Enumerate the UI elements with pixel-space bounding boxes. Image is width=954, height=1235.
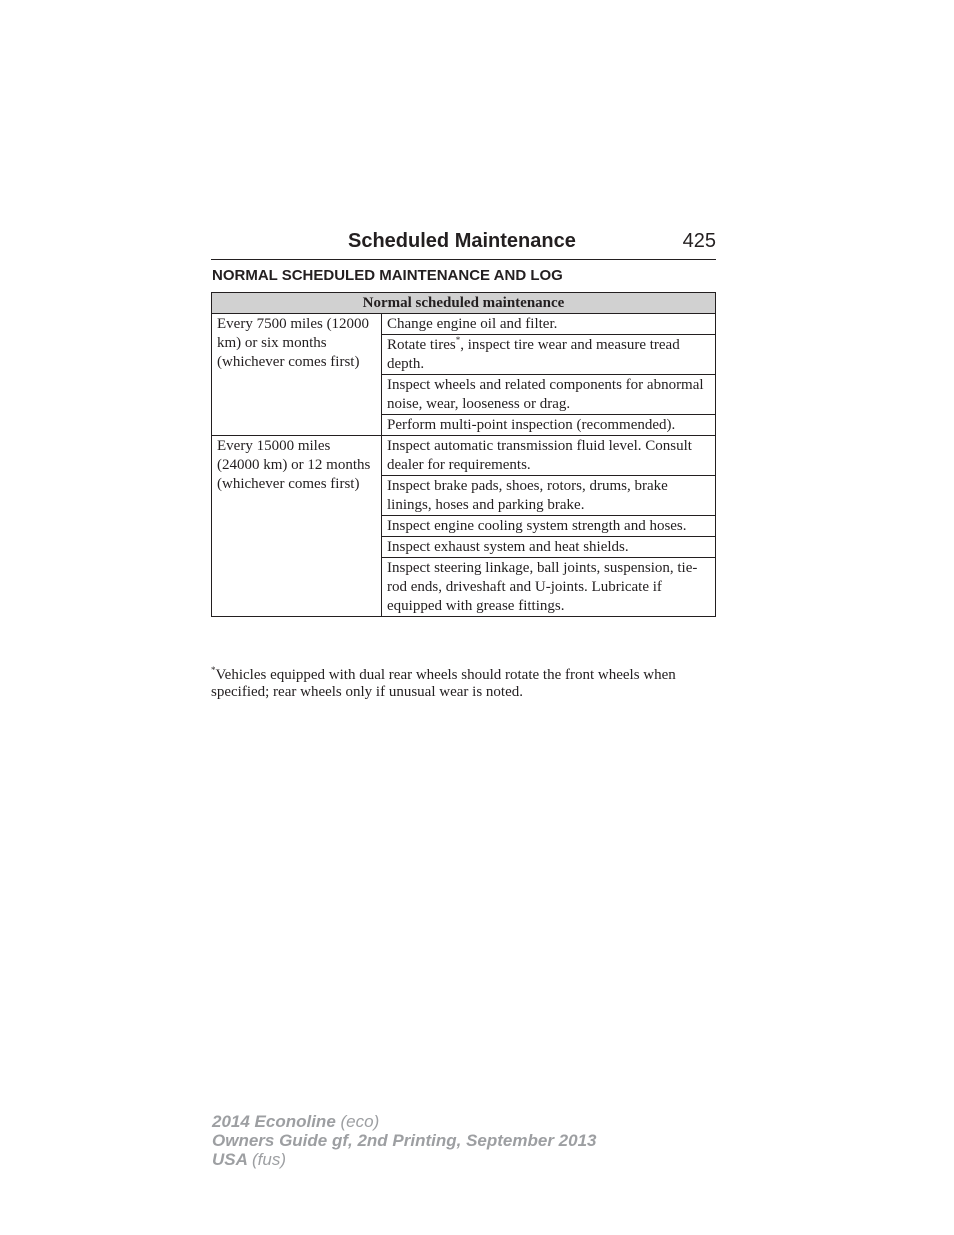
footnote-marker: *	[455, 335, 461, 345]
page-header	[211, 229, 716, 260]
footer-line-2: Owners Guide gf, 2nd Printing, September 2013	[212, 1131, 597, 1150]
footer-market-code: (fus)	[252, 1150, 286, 1169]
page-footer	[212, 1112, 596, 1169]
footer-model: 2014 Econoline	[212, 1112, 336, 1131]
task-cell: Inspect engine cooling system strength and hoses.	[382, 516, 716, 537]
task-text: , inspect tire wear and measure tread depth.	[387, 337, 680, 372]
task-cell: Change engine oil and filter.	[382, 314, 716, 335]
task-cell: Inspect brake pads, shoes, rotors, drums, brake linings, hoses and parking brake.	[382, 476, 716, 516]
table-header-row	[212, 293, 716, 314]
footnote	[211, 667, 721, 701]
footer-line-1	[212, 1112, 596, 1131]
footer-model-code: (eco)	[340, 1112, 380, 1131]
task-text: Rotate tires	[387, 337, 456, 353]
task-cell: Inspect wheels and related components for abnormal noise, wear, looseness or drag.	[382, 375, 716, 415]
table-row	[212, 436, 716, 476]
footnote-marker: *	[211, 665, 216, 675]
footer-line-3	[212, 1150, 596, 1169]
task-cell: Perform multi-point inspection (recommended).	[382, 415, 716, 436]
footer-market: USA	[212, 1150, 248, 1169]
page-number: 425	[682, 230, 716, 252]
maintenance-table	[211, 292, 716, 617]
table-row	[212, 314, 716, 335]
section-title: NORMAL SCHEDULED MAINTENANCE AND LOG	[212, 267, 563, 284]
chapter-title: Scheduled Maintenance	[348, 230, 576, 252]
table-heading: Normal scheduled maintenance	[212, 293, 716, 314]
interval-cell: Every 15000 miles (24000 km) or 12 months (whichever comes first)	[212, 436, 382, 617]
task-cell: Inspect steering linkage, ball joints, suspension, tie-rod ends, driveshaft and U-joints. Lubricate if equipped with grease fittings.	[382, 558, 716, 617]
task-cell: Inspect exhaust system and heat shields.	[382, 537, 716, 558]
interval-cell: Every 7500 miles (12000 km) or six months (whichever comes first)	[212, 314, 382, 436]
task-cell	[382, 335, 716, 375]
task-cell: Inspect automatic transmission fluid level. Consult dealer for requirements.	[382, 436, 716, 476]
footnote-text: Vehicles equipped with dual rear wheels should rotate the front wheels when specified; rear wheels only if unusual wear is noted.	[211, 667, 676, 700]
